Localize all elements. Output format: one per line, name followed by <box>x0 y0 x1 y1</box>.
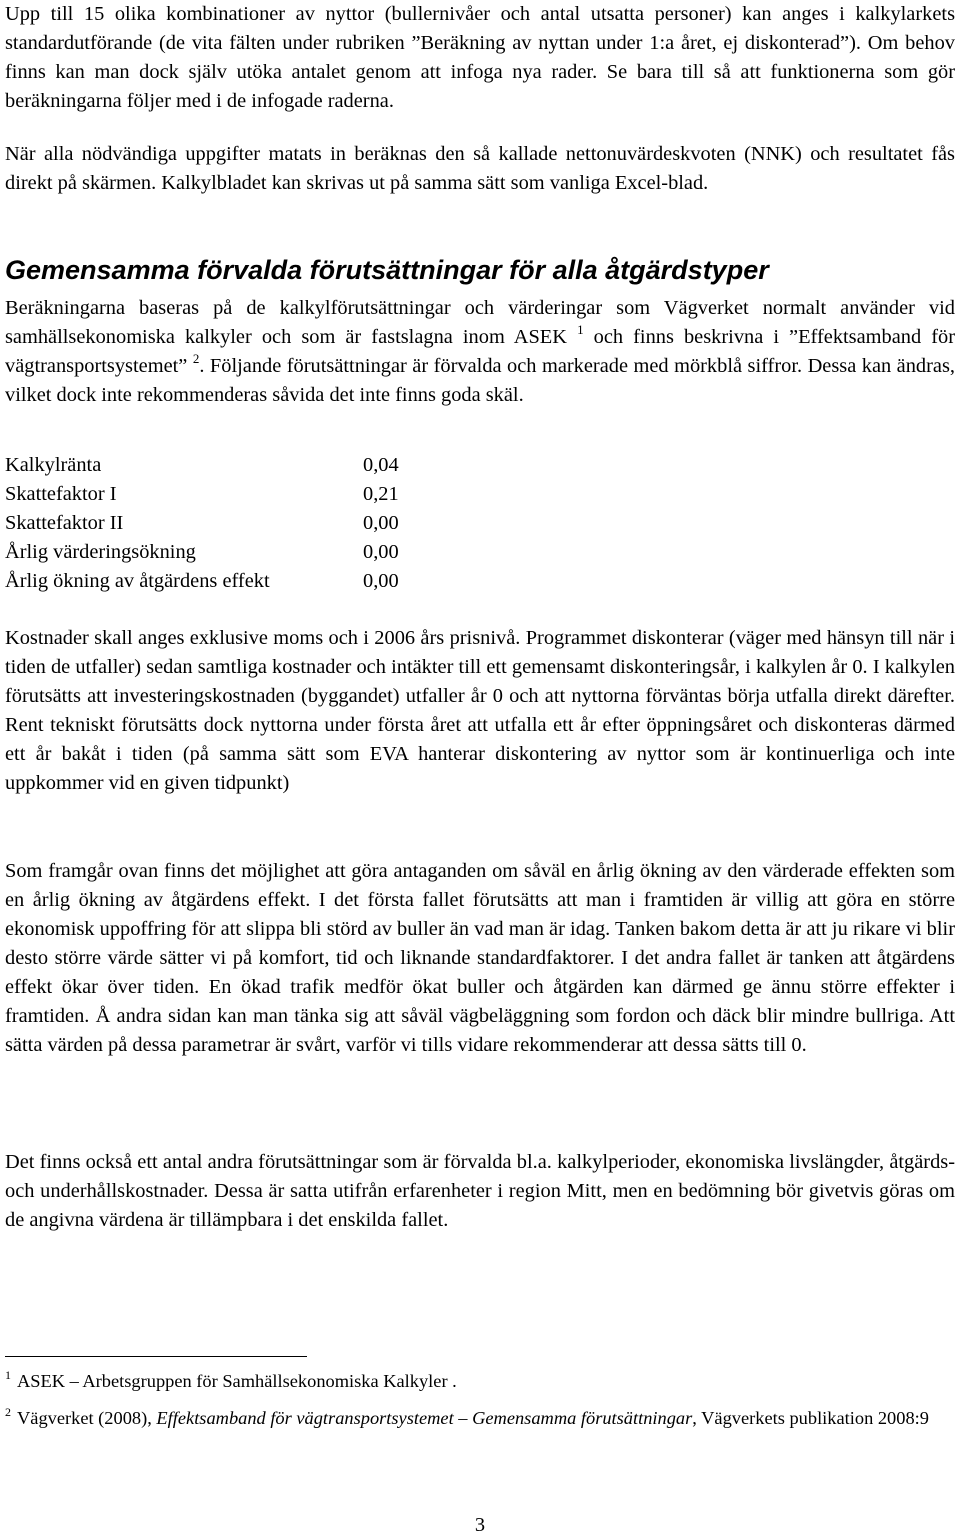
parameter-name: Årlig ökning av åtgärdens effekt <box>5 570 270 592</box>
footnote-2 <box>5 1405 955 1431</box>
parameter-row <box>5 451 425 480</box>
paragraph-costs: Kostnader skall anges exklusive moms och i 2006 års prisnivå. Programmet diskonterar (väger med hänsyn till när i tiden de utfaller) sedan samtliga kostnader och intäkter till ett gemensamt diskonteringsår, i kalkylen år 0. I kalkylen förutsätts att investeringskostnaden (byggandet) utfaller år 0 och att nyttorna förväntas börja utfalla direkt därefter. Rent tekniskt förutsätts dock nyttorna under första året att utfalla ett år efter öppningsåret och diskonteras därmed ett år bakåt i tiden (på samma sätt som EVA hanterar diskontering av nyttor som är kontinuerliga och inte uppkommer vid en given tidpunkt) <box>5 627 955 794</box>
section-heading: Gemensamma förvalda förutsättningar för alla åtgärdstyper <box>5 255 769 285</box>
parameter-row <box>5 538 425 567</box>
footnote-separator <box>5 1356 307 1357</box>
parameter-name: Skattefaktor II <box>5 512 124 534</box>
footnote-number: 2 <box>5 1405 11 1419</box>
page-number: 3 <box>474 1514 486 1536</box>
footnote-title: Effektsamband för vägtransportsystemet – Gemensamma förutsättningar <box>156 1408 693 1428</box>
parameter-value: 0,00 <box>363 512 399 534</box>
footnote-text: ASEK – Arbetsgruppen för Samhällsekonomiska Kalkyler . <box>17 1371 457 1391</box>
parameter-row <box>5 480 425 509</box>
parameter-name: Skattefaktor I <box>5 483 117 505</box>
parameter-value: 0,00 <box>363 541 399 563</box>
parameter-name: Årlig värderingsökning <box>5 541 196 563</box>
parameter-row <box>5 567 425 596</box>
footnote-text: , Vägverkets publikation 2008:9 <box>692 1408 929 1428</box>
paragraph-nnk: När alla nödvändiga uppgifter matats in beräknas den så kallade nettonuvärdeskvoten (NNK) och resultatet fås direkt på skärmen. Kalkylbladet kan skrivas ut på samma sätt som vanliga Excel-blad. <box>5 143 955 194</box>
paragraph-asek <box>5 294 955 410</box>
paragraph-asek-part-a: Beräkningarna baseras på de kalkylförutsättningar och värderingar som Vägverket normalt använder vid samhällsekonomiska kalkyler och som är fastslagna inom ASEK <box>5 297 955 348</box>
default-parameters-table <box>5 451 425 596</box>
paragraph-asek-part-b: och finns beskrivna i ”Effektsamband för vägtransportsystemet” <box>5 326 956 377</box>
paragraph-asek-part-c: . Följande förutsättningar är förvalda och markerade med mörkblå siffror. Dessa kan ändras, vilket dock inte rekommenderas såvida det inte finns goda skäl. <box>5 355 955 406</box>
parameter-row <box>5 509 425 538</box>
paragraph-other-assumptions: Det finns också ett antal andra förutsättningar som är förvalda bl.a. kalkylperioder, ekonomiska livslängder, åtgärds- och underhållskostnader. Dessa är satta utifrån erfarenheter i region Mitt, men en bedömning bör givetvis göras om de angivna värdena är tillämpbara i det enskilda fallet. <box>5 1151 955 1231</box>
paragraph-combinations: Upp till 15 olika kombinationer av nyttor (bullernivåer och antal utsatta personer) kan anges i kalkylarkets standardutförande (de vita fälten under rubriken ”Beräkning av nyttan under 1:a året, ej diskonterad”). Om behov finns kan man dock själv utöka antalet genom att infoga nya rader. Se bara till så att funktionerna som gör beräkningarna följer med i de infogade raderna. <box>5 3 955 112</box>
footnote-1 <box>5 1368 955 1394</box>
parameter-name: Kalkylränta <box>5 454 102 476</box>
parameter-value: 0,00 <box>363 570 399 592</box>
footnote-ref-1[interactable]: 1 <box>577 322 584 337</box>
footnote-ref-2[interactable]: 2 <box>192 351 200 366</box>
parameter-value: 0,04 <box>363 454 399 476</box>
footnote-number: 1 <box>5 1368 11 1382</box>
paragraph-annual-increase: Som framgår ovan finns det möjlighet att göra antaganden om såväl en årlig ökning av den värderade effekten som en årlig ökning av åtgärdens effekt. I det första fallet förutsätts att man i framtiden är villig att göra en större ekonomisk uppoffring för att slippa bli störd av buller än vad man är idag. Tanken bakom detta är att ju rikare vi blir desto större värde sätter vi på komfort, tid och liknande standardfaktorer. I det andra fallet är tanken att åtgärdens effekt ökar över tiden. En ökad trafik medför ökat buller och åtgärden kan därmed ge ännu större effekter i framtiden. Å andra sidan kan man tänka sig att såväl vägbeläggning som fordon och däck blir mindre bullriga. Att sätta värden på dessa parametrar är svårt, varför vi tills vidare rekommenderar att dessa sätts till 0. <box>5 860 955 1056</box>
footnote-text: Vägverket (2008), <box>17 1408 157 1428</box>
parameter-value: 0,21 <box>363 483 399 505</box>
